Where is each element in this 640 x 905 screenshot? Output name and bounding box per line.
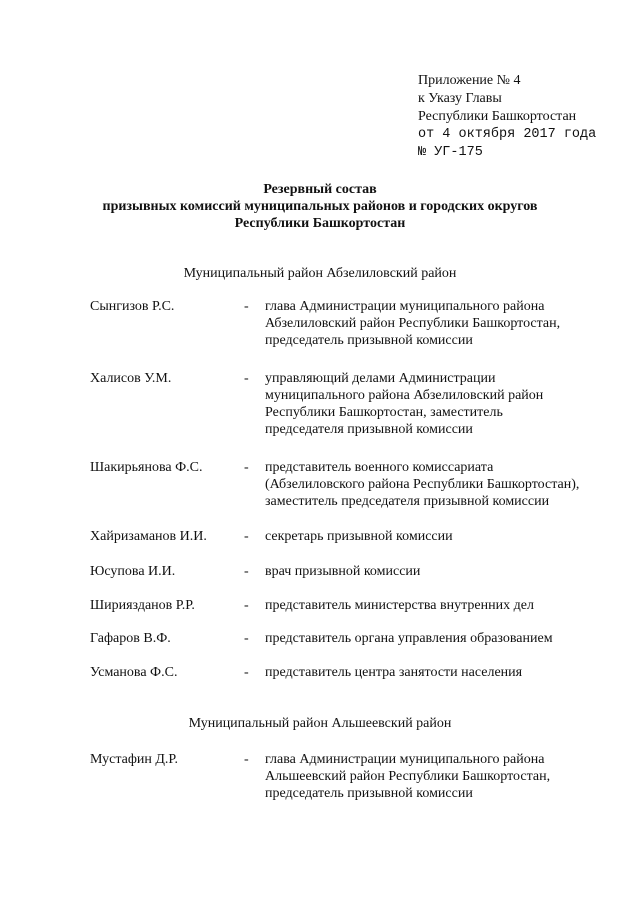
appendix-line: Республики Башкортостан: [418, 109, 577, 124]
position-line: представитель центра занятости населения: [265, 665, 523, 680]
member-position: [265, 597, 605, 614]
district-heading: Муниципальный район Альшеевский район: [188, 716, 452, 731]
member-dash: -: [244, 529, 249, 544]
member-name: Сынгизов Р.С.: [90, 299, 175, 314]
member-dash: -: [244, 665, 249, 680]
appendix-block: [418, 72, 596, 162]
member-dash: -: [244, 564, 249, 579]
member-dash: -: [244, 598, 249, 613]
appendix-date: от 4 октября 2017 года: [418, 127, 597, 142]
member-dash: -: [244, 299, 249, 314]
member-name: Халисов У.М.: [90, 371, 172, 386]
position-line: секретарь призывной комиссии: [265, 529, 453, 544]
position-line: Республики Башкортостан, заместитель: [265, 405, 503, 420]
member-position: [265, 370, 605, 438]
position-line: врач призывной комиссии: [265, 564, 421, 579]
position-line: председателя призывной комиссии: [265, 422, 473, 437]
member-name: Юсупова И.И.: [90, 564, 176, 579]
member-name: Хайризаманов И.И.: [90, 529, 207, 544]
district-heading: Муниципальный район Абзелиловский район: [183, 266, 457, 281]
position-line: управляющий делами Администрации: [265, 371, 496, 386]
member-position: [265, 664, 605, 681]
position-line: глава Администрации муниципального района: [265, 752, 545, 767]
position-line: глава Администрации муниципального района: [265, 299, 545, 314]
member-position: [265, 298, 605, 349]
member-position: [265, 751, 605, 802]
position-line: представитель министерства внутренних дел: [265, 598, 534, 613]
member-name: Мустафин Д.Р.: [90, 752, 178, 767]
position-line: председатель призывной комиссии: [265, 333, 473, 348]
position-line: председатель призывной комиссии: [265, 786, 473, 801]
position-line: представитель органа управления образованием: [265, 631, 553, 646]
appendix-line: Приложение № 4: [418, 73, 521, 88]
position-line: (Абзелиловского района Республики Башкортостан),: [265, 477, 580, 492]
member-dash: -: [244, 631, 249, 646]
member-name: Шириязданов Р.Р.: [90, 598, 195, 613]
title-line: Республики Башкортостан: [234, 216, 406, 231]
position-line: представитель военного комиссариата: [265, 460, 494, 475]
position-line: заместитель председателя призывной комиссии: [265, 494, 550, 509]
member-position: [265, 630, 605, 647]
member-position: [265, 528, 605, 545]
member-position: [265, 459, 605, 510]
appendix-line: к Указу Главы: [418, 91, 502, 106]
member-dash: -: [244, 371, 249, 386]
appendix-number: № УГ-175: [418, 145, 483, 160]
member-name: Усманова Ф.С.: [90, 665, 178, 680]
document-title: [0, 181, 640, 232]
position-line: Альшеевский район Республики Башкортостан,: [265, 769, 551, 784]
title-line: Резервный состав: [263, 182, 377, 197]
position-line: Абзелиловский район Республики Башкортостан,: [265, 316, 561, 331]
position-line: муниципального района Абзелиловский район: [265, 388, 544, 403]
member-position: [265, 563, 605, 580]
member-name: Шакирьянова Ф.С.: [90, 460, 203, 475]
member-dash: -: [244, 752, 249, 767]
member-name: Гафаров В.Ф.: [90, 631, 171, 646]
title-line: призывных комиссий муниципальных районов и городских округов: [102, 199, 538, 214]
member-dash: -: [244, 460, 249, 475]
